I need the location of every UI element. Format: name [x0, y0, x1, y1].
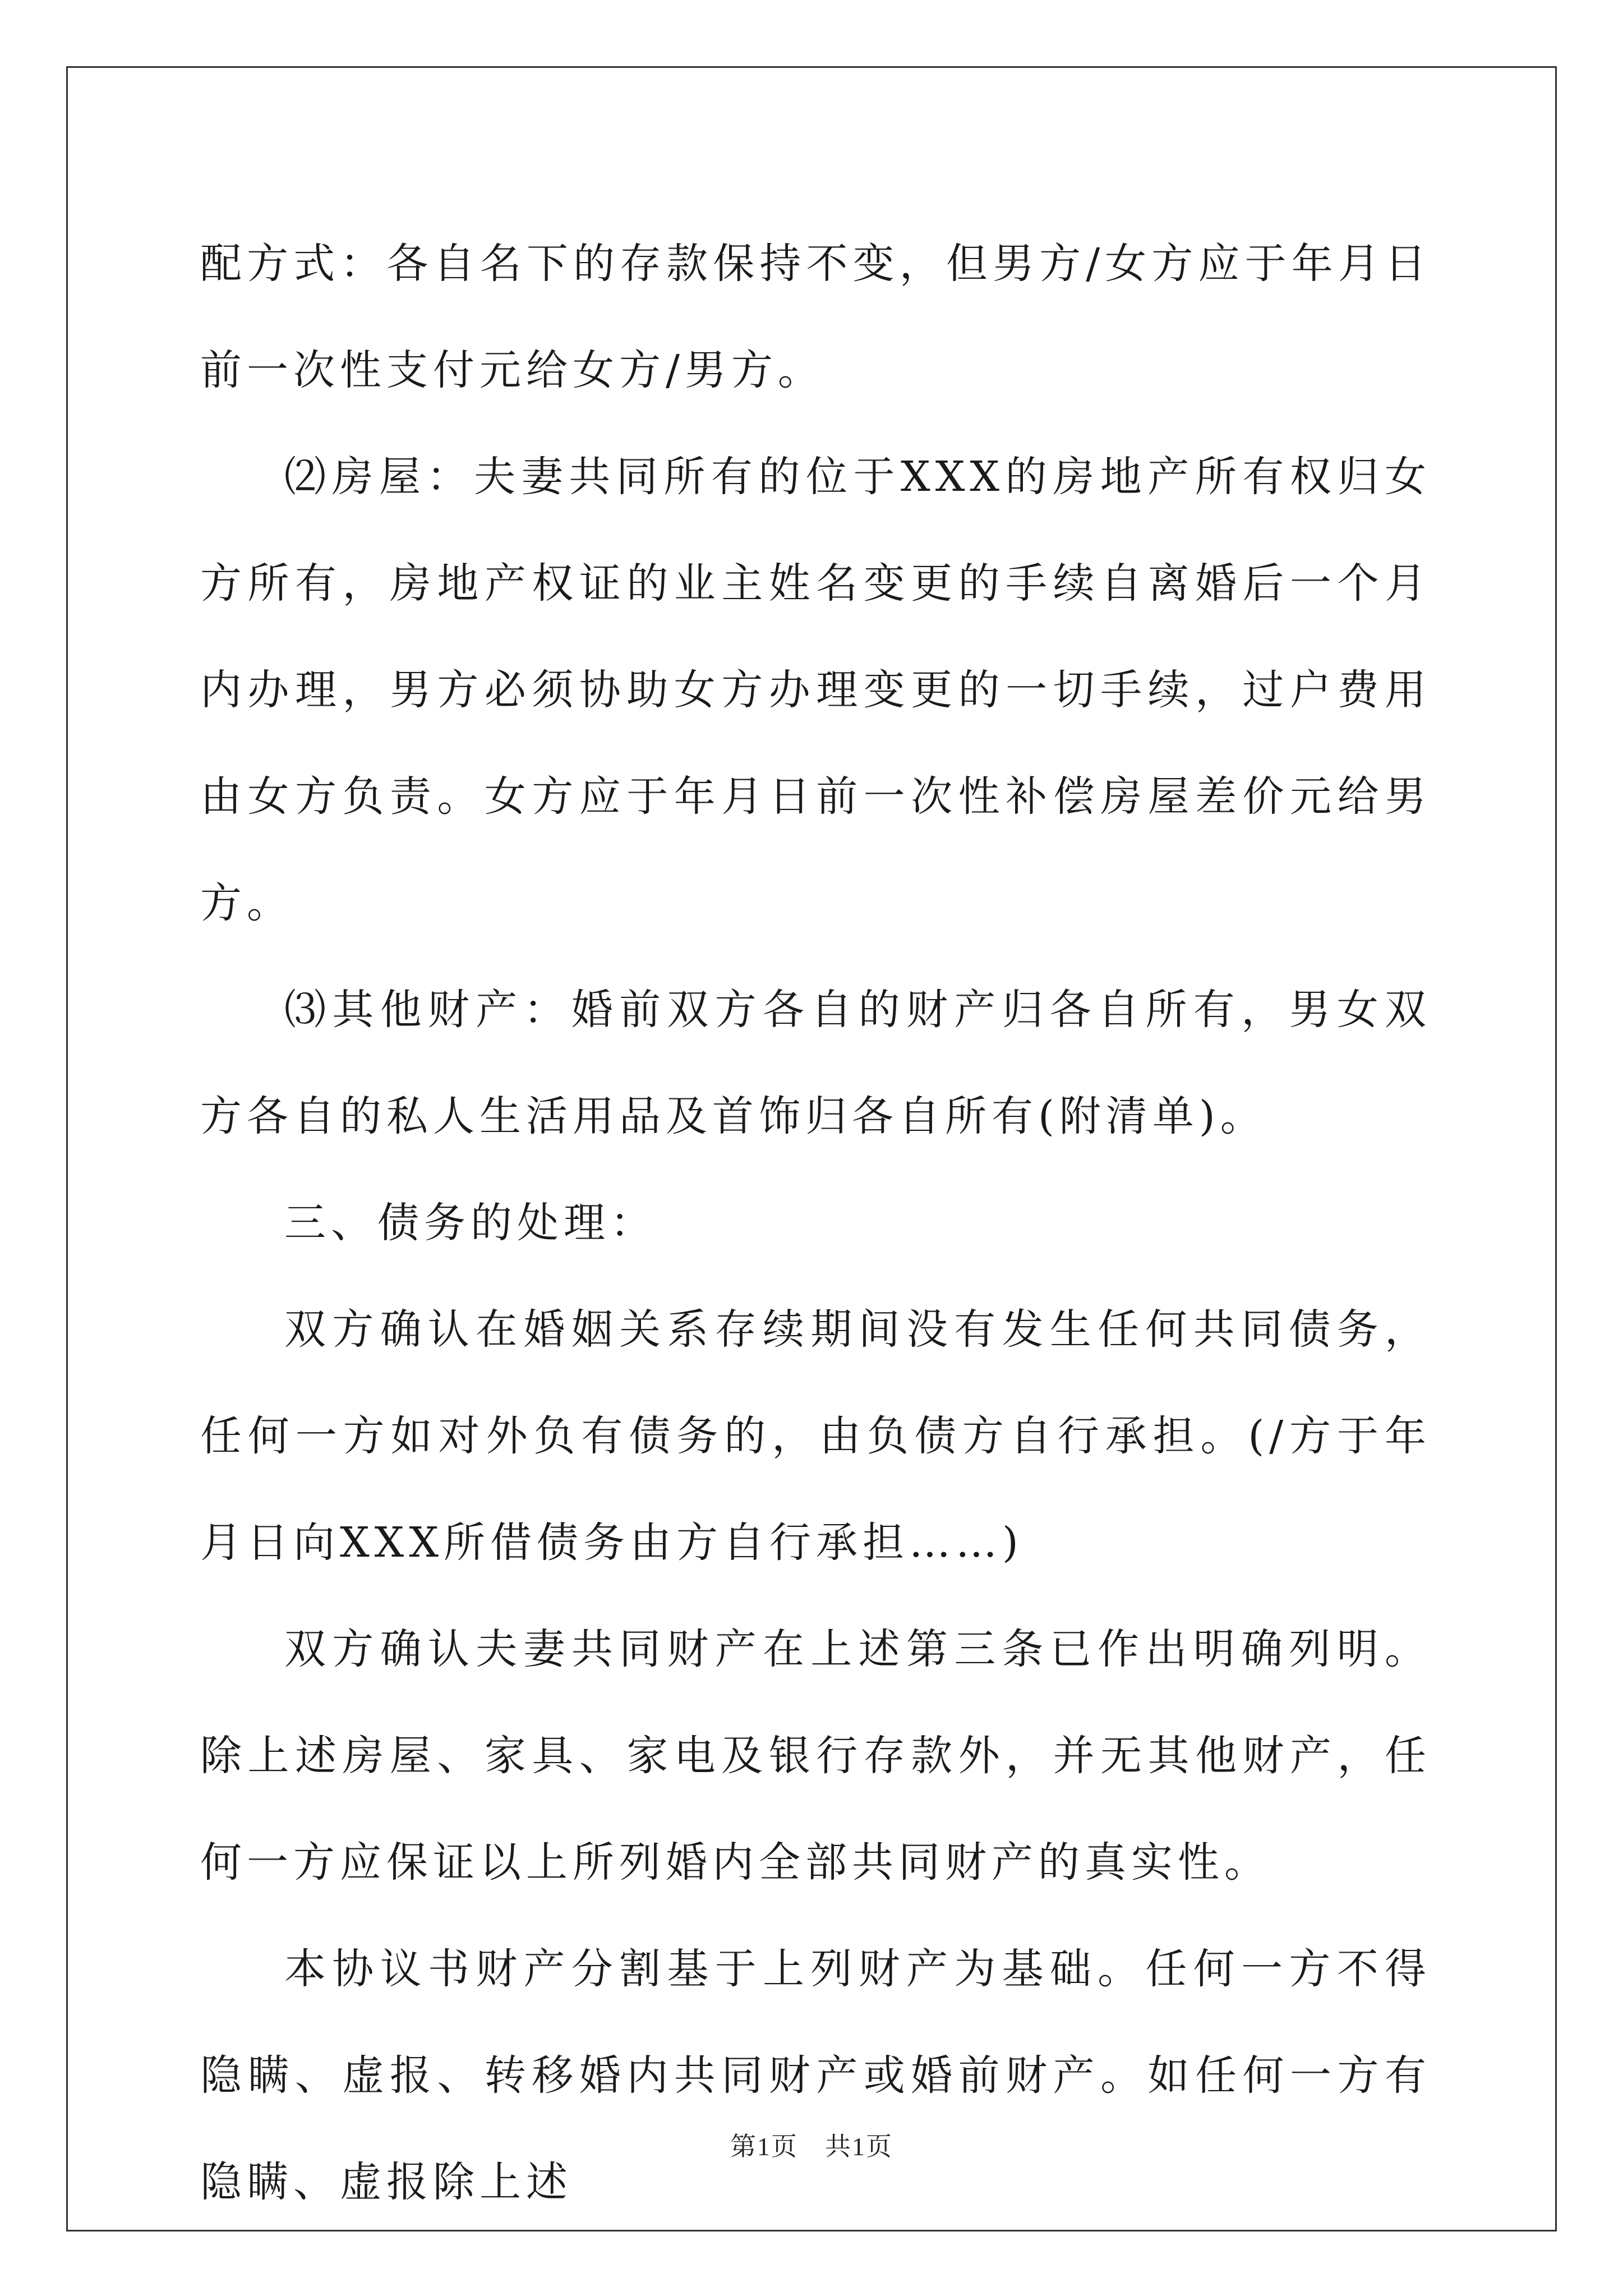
paragraph-property-confirmation: 双方确认夫妻共同财产在上述第三条已作出明确列明。除上述房屋、家具、家电及银行存款外，并无其他财产，任何一方应保证以上所列婚内全部共同财产的真实性。 — [200, 1625, 1431, 1887]
section-heading-debts: 三、债务的处理： — [284, 1199, 657, 1247]
paragraph-property-basis: 本协议书财产分割基于上列财产为基础。任何一方不得隐瞒、虚报、转移婚内共同财产或婚前财产。如任何一方有隐瞒、虚报除上述 — [200, 1945, 1431, 2206]
document-body — [200, 210, 1431, 2235]
paragraph-deposit-distribution: 配方式：各自名下的存款保持不变，但男方/女方应于年月日前一次性支付元给女方/男方。 — [200, 240, 1431, 394]
paragraph-house: ⑵房屋：夫妻共同所有的位于XXX的房地产所有权归女方所有，房地产权证的业主姓名变更的手续自离婚后一个月内办理，男方必须协助女方办理变更的一切手续，过户费用由女方负责。女方应于年月日前一次性补偿房屋差价元给男方。 — [200, 453, 1431, 927]
paragraph-debt-confirmation: 双方确认在婚姻关系存续期间没有发生任何共同债务，任何一方如对外负有债务的，由负债方自行承担。(/方于年月日向XXX所借债务由方自行承担……) — [200, 1305, 1431, 1567]
paragraph-other-property: ⑶其他财产：婚前双方各自的财产归各自所有，男女双方各自的私人生活用品及首饰归各自所有(附清单)。 — [200, 986, 1431, 1140]
page-number-footer: 第1页 共1页 — [730, 2132, 893, 2161]
